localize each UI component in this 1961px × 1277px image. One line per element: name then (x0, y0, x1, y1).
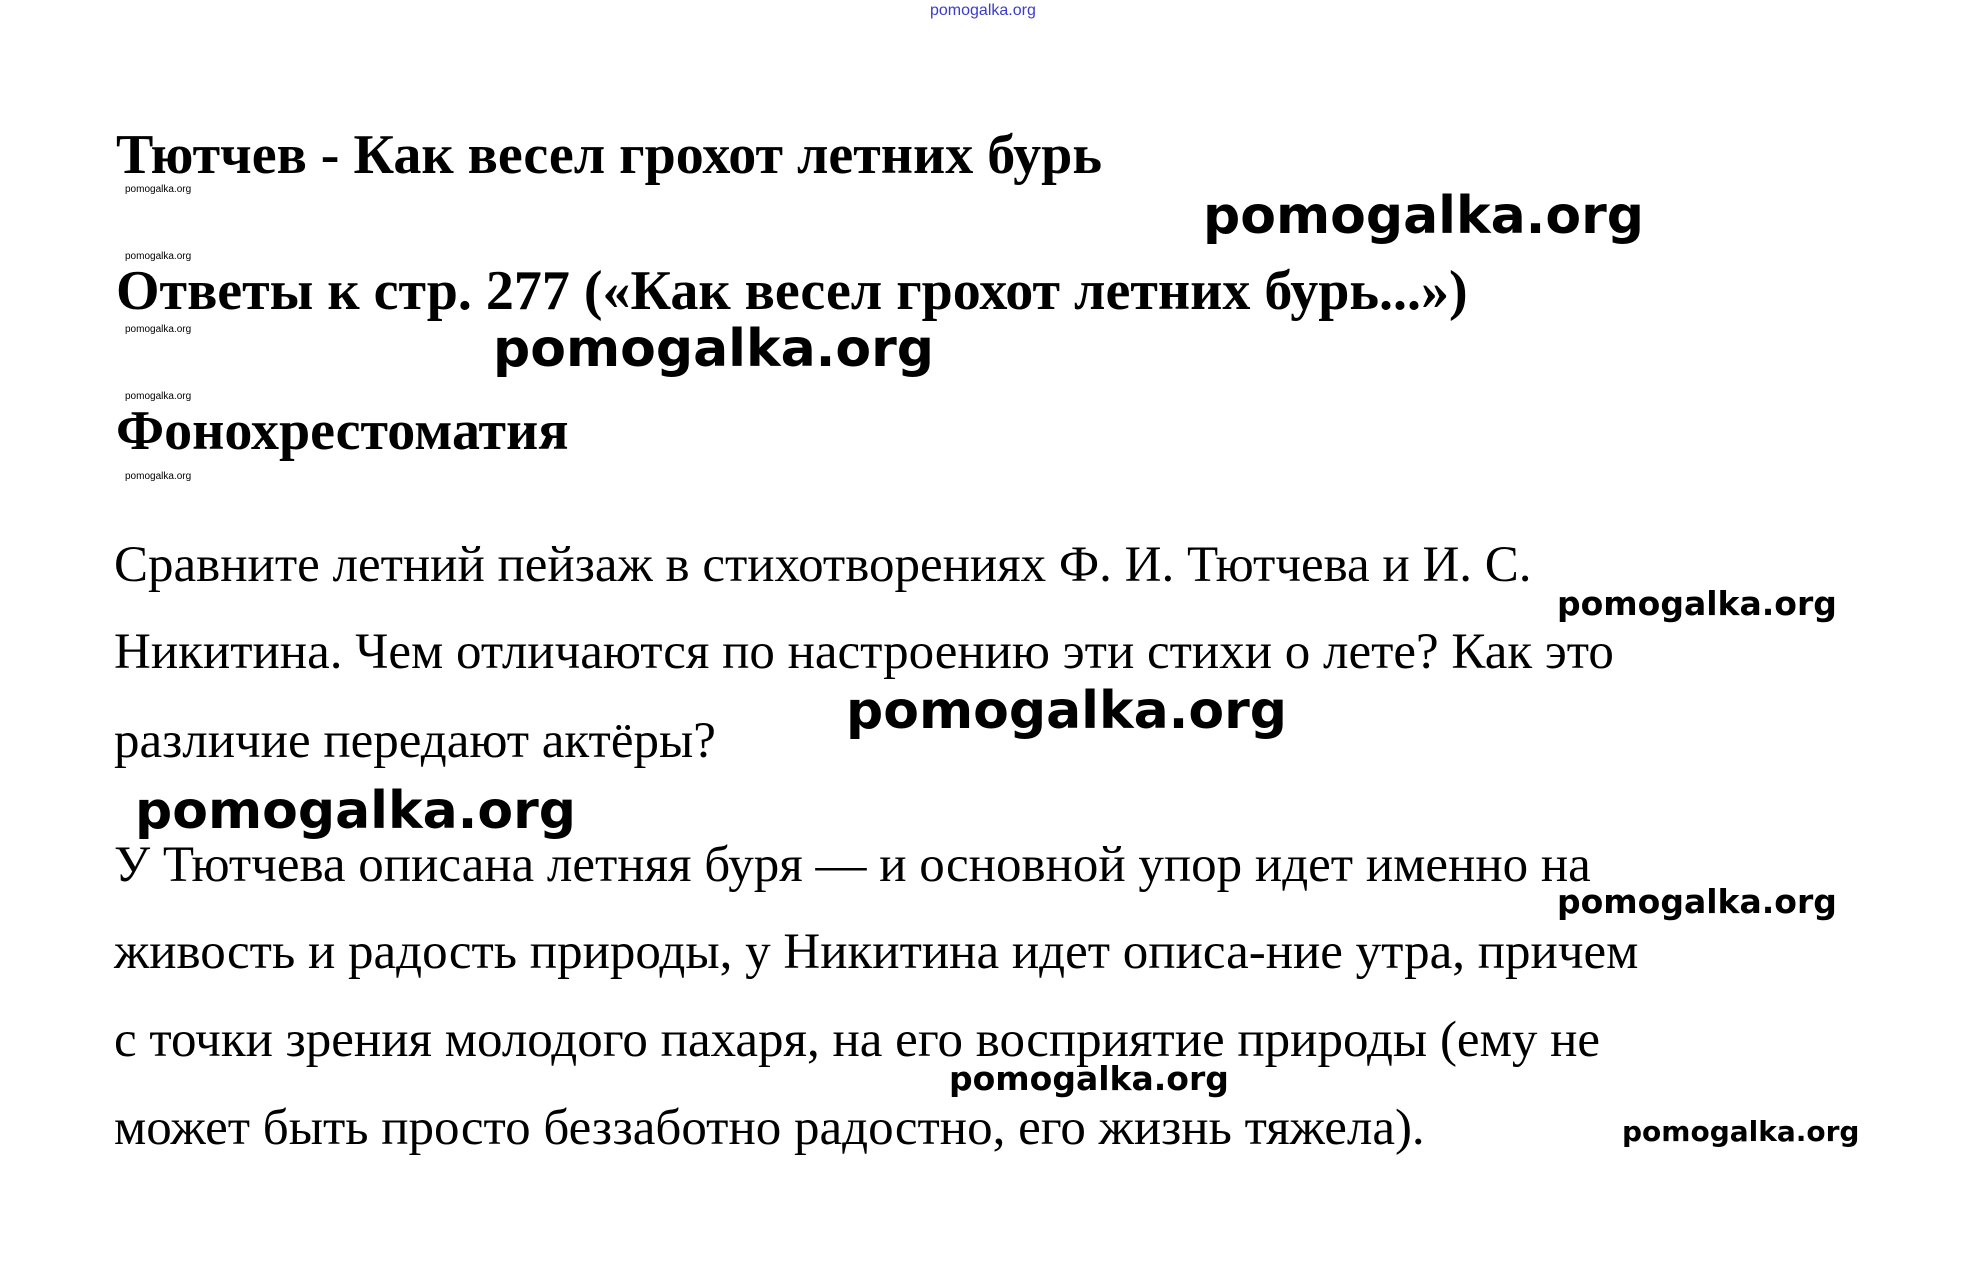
watermark: pomogalka.org (1203, 186, 1645, 246)
watermark: pomogalka.org (846, 681, 1288, 741)
answer-line: с точки зрения молодого пахаря, на его восприятие природы (ему не (114, 1012, 1601, 1068)
watermark: pomogalka.org (1557, 882, 1837, 921)
question-line: Никитина. Чем отличаются по настроению эти стихи о лете? Как это (114, 624, 1614, 680)
section-heading: Фонохрестоматия (116, 400, 569, 462)
tiny-watermark: pomogalka.org (125, 324, 192, 335)
answer-line: может быть просто беззаботно радостно, его жизнь тяжела). (114, 1100, 1425, 1156)
watermark: pomogalka.org (135, 781, 577, 841)
page-title: Тютчев - Как весел грохот летних бурь (116, 124, 1102, 186)
watermark: pomogalka.org (1622, 1115, 1860, 1148)
watermark: pomogalka.org (1557, 584, 1837, 623)
answer-line: У Тютчева описана летняя буря — и основной упор идет именно на (114, 837, 1591, 893)
watermark: pomogalka.org (949, 1059, 1229, 1098)
tiny-watermark: pomogalka.org (125, 251, 192, 262)
answers-heading: Ответы к стр. 277 («Как весел грохот летних бурь...») (116, 260, 1468, 322)
question-line: Сравните летний пейзаж в стихотворениях Ф. И. Тютчева и И. С. (114, 537, 1532, 593)
tiny-watermark: pomogalka.org (125, 471, 192, 482)
top-site-link[interactable]: pomogalka.org (930, 2, 1036, 19)
tiny-watermark: pomogalka.org (125, 184, 192, 195)
watermark: pomogalka.org (493, 319, 935, 379)
question-line: различие передают актёры? (114, 713, 716, 769)
tiny-watermark: pomogalka.org (125, 391, 192, 402)
answer-line: живость и радость природы, у Никитина идет описа-ние утра, причем (114, 924, 1639, 980)
